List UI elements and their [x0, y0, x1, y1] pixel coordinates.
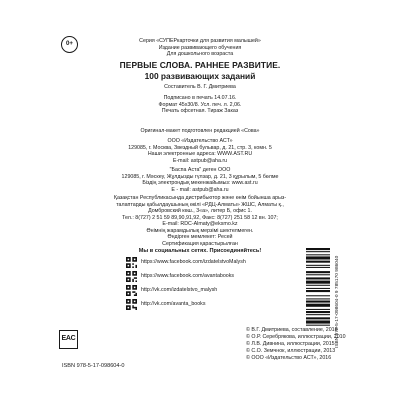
- barcode-bar: [306, 325, 330, 326]
- barcode-bar: [306, 277, 330, 279]
- distributor-line: Домбровский көш., 3«а», литер Б, офис 1.: [148, 208, 252, 214]
- barcode-bar: [306, 271, 330, 273]
- credit-line: © Л.В. Дивнина, иллюстрации, 2015: [246, 340, 335, 347]
- publisher-name: ООО «Издательство АСТ»: [167, 138, 233, 144]
- distributor-email: E-mail: RDC-Almaty@eksmo.kz: [162, 221, 238, 227]
- barcode-bar: [306, 304, 330, 307]
- eac-conformity-mark: EAC: [59, 330, 78, 349]
- format-info: Формат 45x30/8. Усл. печ. л. 2,06.: [158, 101, 242, 108]
- layout-prepared: Оригинал-макет подготовлен редакцией «Сова»: [140, 128, 260, 134]
- credit-line: © С.О. Земчнок, иллюстрации, 2013: [246, 347, 336, 354]
- barcode-bar: [306, 281, 330, 284]
- social-link[interactable]: https://www.facebook.com/avantabooks: [141, 273, 235, 279]
- credit-line: © ООО «Издательство АСТ», 2016: [246, 354, 332, 361]
- publisher-web: Наши электронные адреса: WWW.AST.RU: [147, 151, 253, 157]
- book-title: ПЕРВЫЕ СЛОВА. РАННЕЕ РАЗВИТИЕ.: [119, 60, 281, 70]
- qr-code-facebook-malysh[interactable]: [126, 257, 137, 268]
- book-subtitle: 100 развивающих заданий: [144, 70, 256, 81]
- qr-code-vk-avanta[interactable]: [126, 299, 137, 310]
- distributor-line: Қазақстан Республикасында дистрибьютор және өнім бойынша арыз-: [113, 195, 287, 201]
- barcode-bar: [306, 320, 330, 323]
- social-heading: Мы в социальных сетях. Присоединяйтесь!: [138, 248, 262, 254]
- barcode-bar: [306, 309, 330, 310]
- copyright-credits: [246, 327, 346, 362]
- social-link[interactable]: http://vk.com/avanta_books: [141, 301, 206, 307]
- barcode-bar: [306, 311, 330, 313]
- edition-type: Издание развивающего обучения: [158, 44, 242, 51]
- age-rating-badge: 0+: [61, 36, 78, 53]
- social-link[interactable]: https://www.facebook.com/izdatelstvoMalysh: [141, 259, 246, 265]
- barcode-bar: [306, 267, 330, 268]
- series-line: Серия «СУПЕРкарточки для развития малышей»: [139, 38, 261, 44]
- barcode-bar: [306, 314, 330, 315]
- publisher-address: 129085, г. Москва, Звездный бульвар, д. 21, стр. 3, комн. 5: [128, 144, 272, 151]
- isbn: ISBN 978-5-17-098604-0: [62, 363, 125, 369]
- barcode-bar: [306, 317, 330, 319]
- barcode-bar: [306, 290, 330, 292]
- printing-info: Печать офсетная. Тираж Заказ: [161, 108, 239, 114]
- social-link[interactable]: http://vk.com/izdatelstvo_malysh: [141, 287, 218, 293]
- barcode-bar: [306, 256, 330, 259]
- distributor-line: талаптарды қабылдаушының өкілі «РДЦ-Алматы» ЖШС, Алматы қ.,: [116, 201, 284, 208]
- qr-code-facebook-avanta[interactable]: [126, 271, 137, 282]
- validity-note: Өнімнің жарамдылық мерзімі шектелмеген.: [146, 227, 254, 234]
- barcode-bar: [306, 288, 330, 289]
- publisher-email: E-mail: astpub@aha.ru: [172, 157, 228, 164]
- barcode-bar: [306, 298, 330, 299]
- barcode-bar: [306, 274, 330, 275]
- certification-note: Сертификация қарастырылған: [162, 240, 238, 247]
- signed-to-print: Подписано в печать 14.07.16.: [163, 95, 237, 101]
- barcode-bar: [306, 254, 330, 255]
- barcode-bar: [306, 261, 330, 263]
- compiler: Составитель В. Г. Дмитриева: [164, 84, 236, 90]
- distributor-phones: Тел.: 8(727) 2 51 59 89,90,91,92, Факс: 8(727) 251 58 12 вн. 107;: [122, 214, 278, 221]
- credit-line: © В.Г. Дмитриева, составление, 2016: [246, 327, 338, 333]
- barcode-bar: [306, 295, 330, 296]
- barcode-bar: [306, 251, 330, 252]
- credit-line: © О.Р. Серебрякова, иллюстрации, 2010: [246, 333, 346, 340]
- barcode-bar: [306, 248, 330, 250]
- barcode-bar: [306, 301, 330, 303]
- barcode-text: ISBN 978-5-17-098604-0 9 785170 986040: [335, 255, 340, 349]
- publisher-brand-kz: "Баспа Аста" деген ООО: [169, 167, 231, 173]
- country-of-origin: Өндірген мемлекет: Ресей: [167, 234, 233, 240]
- qr-code-vk-malysh[interactable]: [126, 285, 137, 296]
- publisher-email-kz: E - mail: astpub@aha.ru: [171, 186, 229, 193]
- age-group: Для дошкольного возраста: [166, 51, 234, 57]
- barcode-bar: [306, 265, 330, 266]
- publisher-web-kz: Біздің электрондық мекенжайымыз: www.ast.ru: [142, 180, 258, 186]
- barcode-bar: [306, 285, 330, 286]
- publisher-address-kz: 129085, г. Мәскеу, Жұлдызды гүлзар, д. 21, 3 құрылым, 5 бөлме: [121, 173, 279, 180]
